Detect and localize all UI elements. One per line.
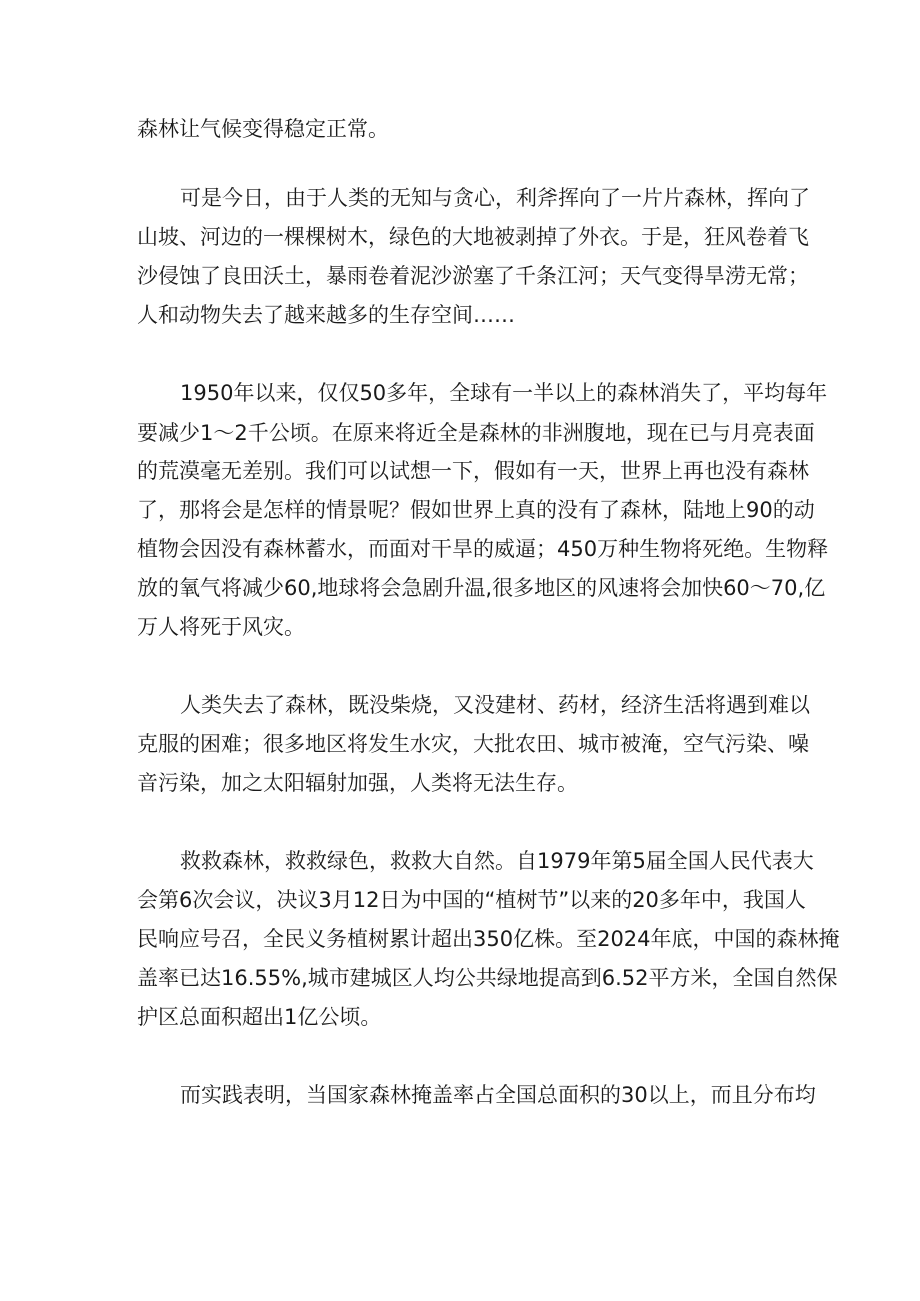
text-line: 万人将死于风灾。 <box>137 615 305 639</box>
text-line: 护区总面积超出1亿公顷。 <box>137 1005 382 1029</box>
text-line: 山坡、河边的一棵棵树木，绿色的大地被剥掉了外衣。于是，狂风卷着飞 <box>137 225 809 249</box>
text-line: 音污染，加之太阳辐射加强，人类将无法生存。 <box>137 771 578 795</box>
text-line: 人类失去了森林，既没柴烧，又没建材、药材，经济生活将遇到难以 <box>180 693 810 717</box>
text-line: 盖率已达16.55%,城市建城区人均公共绿地提高到6.52平方米，全国自然保 <box>137 966 838 990</box>
text-line: 1950年以来，仅仅50多年，全球有一半以上的森林消失了，平均每年 <box>180 381 828 405</box>
text-line: 会第6次会议，决议3月12日为中国的“植树节”以来的20多年中，我国人 <box>137 888 806 912</box>
text-line: 了，那将会是怎样的情景呢？假如世界上真的没有了森林，陆地上90的动 <box>137 498 815 522</box>
text-line: 民响应号召，全民义务植树累计超出350亿株。至2024年底，中国的森林掩 <box>137 927 840 951</box>
text-line: 可是今日，由于人类的无知与贪心，利斧挥向了一片片森林，挥向了 <box>180 186 810 210</box>
text-line: 要减少1～2千公顷。在原来将近全是森林的非洲腹地，现在已与月亮表面 <box>137 421 815 445</box>
text-line: 沙侵蚀了良田沃土，暴雨卷着泥沙淤塞了千条江河；天气变得旱涝无常； <box>137 264 809 288</box>
text-line: 的荒漠毫无差别。我们可以试想一下，假如有一天，世界上再也没有森林 <box>137 459 809 483</box>
text-line: 森林让气候变得稳定正常。 <box>137 117 389 141</box>
text-line: 克服的困难；很多地区将发生水灾，大批农田、城市被淹，空气污染、噪 <box>137 732 809 756</box>
text-line: 放的氧气将减少60,地球将会急剧升温,很多地区的风速将会加快60～70,亿 <box>137 576 826 600</box>
text-line: 人和动物失去了越来越多的生存空间…… <box>137 303 515 327</box>
text-line: 救救森林，救救绿色，救救大自然。自1979年第5届全国人民代表大 <box>180 849 814 873</box>
text-line: 而实践表明，当国家森林掩盖率占全国总面积的30以上，而且分布均 <box>180 1083 816 1107</box>
text-line: 植物会因没有森林蓄水，而面对干旱的威逼；450万种生物将死绝。生物释 <box>137 537 829 561</box>
